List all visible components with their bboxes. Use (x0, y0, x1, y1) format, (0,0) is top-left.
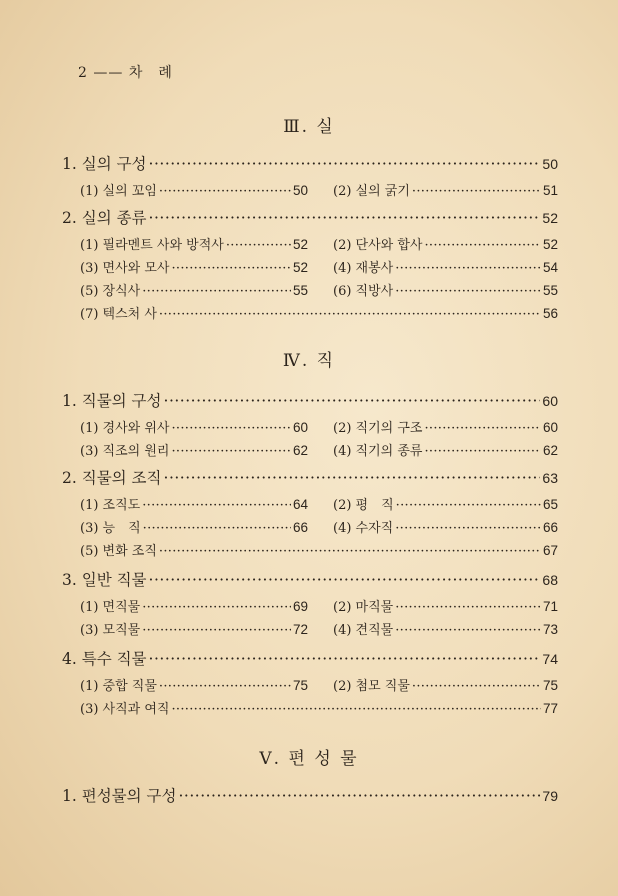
page-header (78, 62, 173, 82)
toc-subentry[interactable]: (2) 실의 굵기 ····· 51 (333, 180, 558, 199)
toc-subentry[interactable]: (2) 마직물 ····· 71 (333, 596, 558, 615)
toc-subentry[interactable]: (5) 장식사 ····· 55 (80, 280, 308, 299)
page-number: 2 (78, 65, 88, 81)
section-title-4: Ⅳ. 직 (282, 351, 336, 371)
toc-subentry[interactable]: (5) 변화 조직 ····· 67 (80, 540, 558, 559)
header-rule: —— (93, 65, 124, 81)
toc-subentry[interactable]: (1) 경사와 위사 ····· 60 (80, 417, 308, 436)
toc-entry[interactable]: 2. 직물의 조직 ····· 63 (62, 466, 558, 488)
toc-subentry[interactable]: (7) 텍스처 사 ····· 56 (80, 303, 558, 322)
toc-subentry[interactable]: (1) 실의 꼬임 ····· 50 (80, 180, 308, 199)
toc-subentry[interactable]: (4) 재봉사 ····· 54 (333, 257, 558, 276)
toc-subentry[interactable]: (2) 첨모 직물 ····· 75 (333, 675, 558, 694)
toc-entry[interactable]: 2. 실의 종류 ····· 52 (62, 206, 558, 228)
toc-subentry[interactable]: (3) 직조의 원리 ····· 62 (80, 440, 308, 459)
toc-subentry[interactable]: (1) 필라멘트 사와 방적사 ····· 52 (80, 234, 308, 253)
toc-subentry[interactable]: (1) 면직물 ····· 69 (80, 596, 308, 615)
toc-subentry[interactable]: (1) 조직도 ····· 64 (80, 494, 308, 513)
toc-entry[interactable]: 1. 실의 구성 ····· 50 (62, 152, 558, 174)
toc-subentry[interactable]: (4) 견직물 ····· 73 (333, 619, 558, 638)
toc-subentry[interactable]: (2) 직기의 구조 ····· 60 (333, 417, 558, 436)
running-title: 차 례 (128, 65, 173, 81)
toc-subentry[interactable]: (4) 수자직 ····· 66 (333, 517, 558, 536)
toc-entry[interactable]: 3. 일반 직물 ····· 68 (62, 568, 558, 590)
toc-subentry[interactable]: (3) 면사와 모사 ····· 52 (80, 257, 308, 276)
toc-subentry[interactable]: (3) 능 직 ····· 66 (80, 517, 308, 536)
toc-subentry[interactable]: (3) 사직과 여직 ····· 77 (80, 698, 558, 717)
toc-subentry[interactable]: (2) 평 직 ····· 65 (333, 494, 558, 513)
toc-entry[interactable]: 1. 편성물의 구성 ····· 79 (62, 784, 558, 806)
section-title-5: Ⅴ. 편 성 물 (259, 749, 359, 769)
toc-entry[interactable]: 1. 직물의 구성 ····· 60 (62, 389, 558, 411)
toc-subentry[interactable]: (4) 직기의 종류 ····· 62 (333, 440, 558, 459)
toc-subentry[interactable]: (1) 중합 직물 ····· 75 (80, 675, 308, 694)
toc-subentry[interactable]: (6) 직방사 ····· 55 (333, 280, 558, 299)
section-title-3: Ⅲ. 실 (283, 117, 335, 137)
toc-subentry[interactable]: (3) 모직물 ····· 72 (80, 619, 308, 638)
toc-entry[interactable]: 4. 특수 직물 ····· 74 (62, 647, 558, 669)
toc-subentry[interactable]: (2) 단사와 합사 ····· 52 (333, 234, 558, 253)
